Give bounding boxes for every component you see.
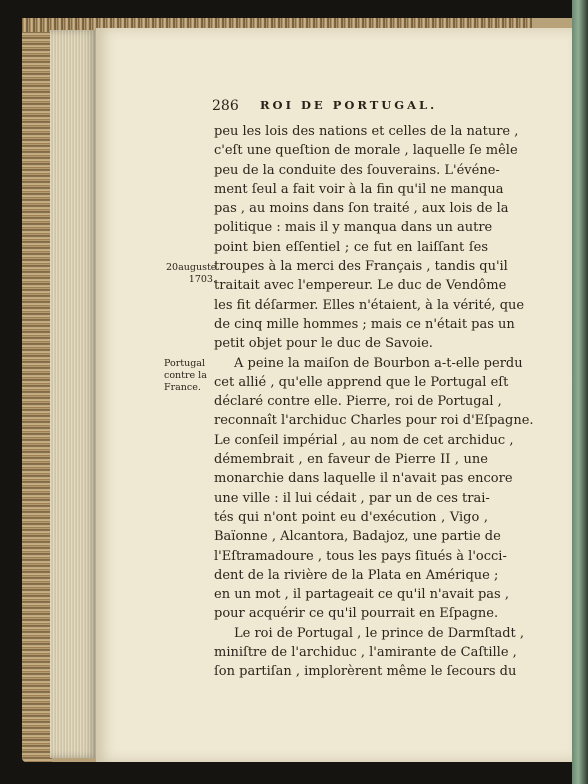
page-number: 286 (212, 98, 239, 114)
text-line: peu les lois des nations et celles de la nature , (214, 124, 519, 139)
text-line: dent de la rivière de la Plata en Amérique ; (214, 567, 499, 583)
text-line: de cinq mille hommes ; mais ce n'était pas un (214, 316, 515, 332)
text-line: en un mot , il partageait ce qu'il n'avait pas , (214, 587, 509, 603)
text-line: une ville : il lui cédait , par un de ces trai- (214, 490, 490, 506)
body-text (214, 122, 534, 682)
text-line: les fit déſarmer. Elles n'étaient, à la vérité, que (214, 297, 525, 313)
text-line: Le roi de Portugal , le prince de Darmſtadt , (234, 625, 525, 641)
text-line: troupes à la merci des Français , tandis qu'il (214, 259, 508, 275)
margin-note-portugal (164, 358, 216, 394)
text-line: démembrait , en faveur de Pierre II , une (214, 452, 488, 468)
text-line: l'Eſtramadoure , tous les pays ſitués à l'occi- (214, 548, 507, 564)
text-line: monarchie dans laquelle il n'avait pas encore (214, 471, 513, 487)
margin-note-line: 1703. (188, 274, 216, 285)
margin-note-line: Portugal (164, 358, 205, 369)
margin-note-line: 20auguste (166, 262, 217, 273)
text-line: peu de la conduite des ſouverains. L'événe- (214, 162, 500, 178)
text-line: petit objet pour le duc de Savoie. (214, 336, 433, 352)
margin-note-line: contre la (164, 370, 207, 381)
text-line: cet allié , qu'elle apprend que le Portugal eſt (214, 374, 509, 390)
text-line: reconnaît l'archiduc Charles pour roi d'Eſpagne. (214, 413, 534, 429)
text-line: traitait avec l'empereur. Le duc de Vendôme (214, 278, 507, 294)
text-line: Baïonne , Alcantora, Badajoz, une partie de (214, 529, 501, 545)
text-line: ment ſeul a fait voir à la fin qu'il ne manqua (214, 181, 504, 197)
text-line: point bien eſſentiel ; ce fut en laiſſant ſes (214, 239, 488, 255)
page-edges (50, 30, 98, 758)
text-line: Le conſeil impérial , au nom de cet archiduc , (214, 432, 514, 448)
text-line: pas , au moins dans ſon traité , aux lois de la (214, 201, 509, 217)
text-line: politique : mais il y manqua dans un autre (214, 220, 493, 236)
running-title: ROI DE PORTUGAL. (260, 98, 438, 112)
cover-edge (572, 0, 588, 784)
text-line: tés qui n'ont point eu d'exécution , Vigo , (214, 509, 488, 525)
text-line: miniſtre de l'archiduc , l'amirante de Caſtille , (214, 645, 517, 661)
book-binding-spine (22, 18, 52, 762)
text-line: pour acquérir ce qu'il pourrait en Eſpagne. (214, 606, 499, 622)
margin-note-line: France. (164, 382, 201, 393)
text-line: c'eſt une queſtion de morale , laquelle ſe mêle (214, 143, 518, 159)
text-line: ſon partiſan , implorèrent même le ſecours du (214, 664, 517, 680)
margin-note-date (166, 262, 216, 286)
text-line: déclaré contre elle. Pierre, roi de Portugal , (214, 394, 502, 410)
text-line: A peine la maiſon de Bourbon a-t-elle perdu (234, 355, 523, 371)
